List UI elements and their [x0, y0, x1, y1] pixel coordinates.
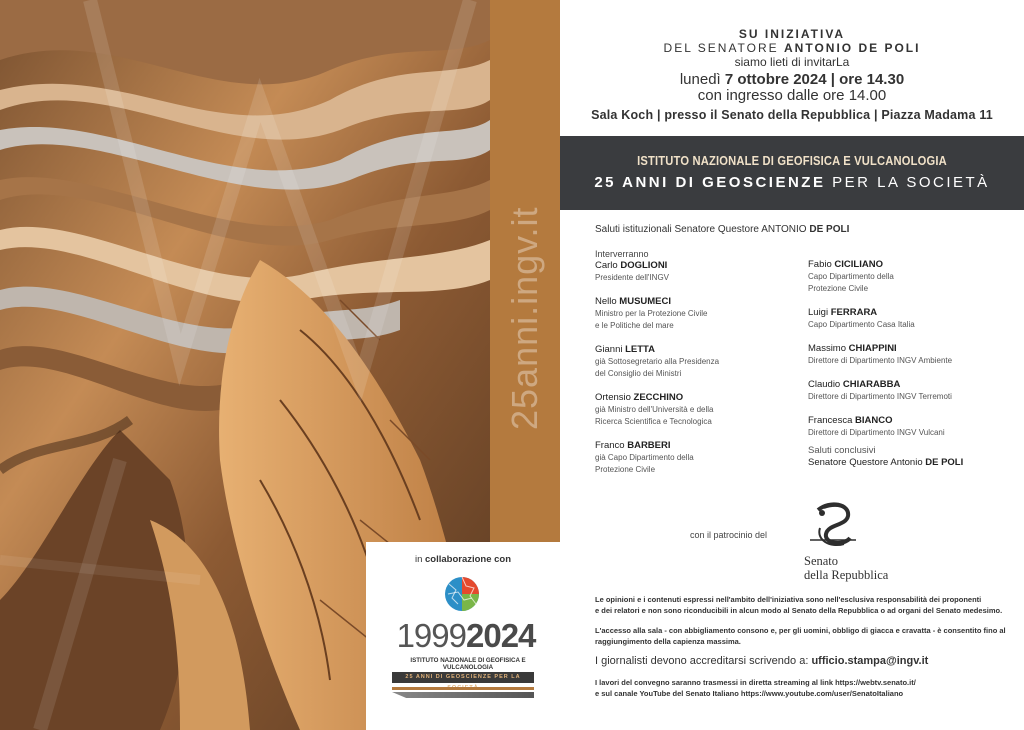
speaker-entry — [595, 440, 795, 476]
vertical-website-text: 25anni.ingv.it — [504, 206, 545, 430]
speaker-last: CHIARABBA — [842, 379, 901, 390]
dress-code-text — [595, 625, 1024, 647]
institutional-greetings — [595, 224, 849, 235]
speaker-role-2: Ricerca Scientifica e Tecnologica — [595, 417, 712, 426]
closing-surname: DE POLI — [925, 457, 964, 468]
invitation-header — [560, 27, 1024, 124]
speaker-last: MUSUMECI — [619, 296, 672, 307]
saluti-name: Senatore Questore ANTONIO — [674, 224, 810, 235]
speaker-first: Carlo — [595, 260, 621, 271]
banner-subtitle — [560, 174, 1024, 191]
date-prefix: lunedì — [679, 71, 725, 88]
closing-name: Senatore Questore Antonio — [808, 457, 926, 468]
speaker-role-2: del Consiglio dei Ministri — [595, 369, 682, 378]
invite-line: siamo lieti di invitarLa — [734, 55, 850, 69]
speaker-entry — [808, 307, 1018, 331]
date-bold: 7 ottobre 2024 | ore 14.30 — [724, 71, 905, 88]
speaker-last: ZECCHINO — [633, 392, 684, 403]
saluti-surname: DE POLI — [809, 224, 850, 235]
speaker-first: Massimo — [808, 343, 849, 354]
event-date — [560, 72, 1024, 88]
entry-time: con ingresso dalle ore 14.00 — [697, 87, 887, 104]
senato-wordmark — [804, 554, 888, 582]
subtitle-rest: PER LA SOCIETÀ — [825, 174, 990, 191]
speaker-first: Franco — [595, 440, 628, 451]
speaker-role: Presidente dell'INGV — [595, 273, 670, 282]
speaker-role: Direttore di Dipartimento INGV Vulcani — [808, 428, 945, 437]
banner-institute: ISTITUTO NAZIONALE DI GEOFISICA E VULCANOLOGIA — [637, 153, 947, 168]
speaker-last: BARBERI — [627, 440, 671, 451]
disclaimer-line1: Le opinioni e i contenuti espressi nell'ambito dell'iniziativa sono nell'esclusiva responsabilità dei proponenti — [595, 595, 982, 604]
disclaimer-line2: e dei relatori e non sono riconducibili in alcun modo al Senato della Repubblica o ad organi del Senato medesimo. — [595, 606, 1003, 615]
streaming-text — [595, 677, 1024, 699]
press-email-link[interactable]: ufficio.stampa@ingv.it — [811, 655, 929, 667]
speaker-entry — [808, 343, 1018, 367]
saluti-prefix: Saluti istituzionali — [595, 224, 675, 235]
speakers-intro: Interverranno — [595, 249, 649, 259]
subtitle-bold: 25 ANNI DI GEOSCIENZE — [594, 174, 826, 191]
speaker-entry — [595, 260, 795, 284]
speaker-first: Ortensio — [595, 392, 634, 403]
years-end: 2024 — [466, 617, 536, 654]
speaker-last: LETTA — [625, 344, 656, 355]
press-accreditation — [595, 655, 928, 667]
speaker-entry — [595, 296, 795, 332]
tagline-underline — [392, 687, 534, 690]
press-prefix: I giornalisti devono accreditarsi scrivendo a: — [595, 655, 812, 667]
speaker-role: Direttore di Dipartimento INGV Ambiente — [808, 356, 953, 365]
tagline-bar: 25 ANNI DI GEOSCIENZE PER LA — [392, 672, 534, 683]
speaker-role: Capo Dipartimento della — [808, 272, 894, 281]
senato-line2: della Repubblica — [804, 568, 889, 582]
speaker-role-2: Protezione Civile — [808, 284, 869, 293]
patronage-label: con il patrocinio del — [690, 530, 768, 540]
streaming-line1[interactable]: I lavori del convegno saranno trasmessi in diretta streaming al link https://webtv.senato.it/ — [595, 678, 916, 687]
speaker-first: Claudio — [808, 379, 843, 390]
collaboration-label — [366, 554, 560, 565]
speaker-role: Direttore di Dipartimento INGV Terremoti — [808, 392, 952, 401]
speaker-first: Francesca — [808, 415, 855, 426]
speaker-role: Ministro per la Protezione Civile — [595, 309, 708, 318]
senator-name: ANTONIO DE POLI — [784, 41, 921, 55]
institute-name-small: ISTITUTO NAZIONALE DI GEOFISICA E VULCANOLOGIA — [410, 657, 526, 671]
speaker-last: CHIAPPINI — [848, 343, 897, 354]
speaker-last: FERRARA — [830, 307, 878, 318]
collaboration-box — [366, 542, 560, 730]
speaker-entry — [808, 379, 1018, 403]
speaker-last: BIANCO — [855, 415, 893, 426]
invitation-panel — [560, 0, 1024, 730]
event-location: Sala Koch | presso il Senato della Repubblica | Piazza Madama 11 — [591, 108, 993, 122]
speaker-role: già Sottosegretario alla Presidenza — [595, 357, 720, 366]
speaker-entry — [595, 392, 795, 428]
speakers-left-column — [595, 248, 795, 488]
speaker-role-2: Protezione Civile — [595, 465, 656, 474]
speaker-entry — [595, 344, 795, 380]
speaker-entry — [808, 415, 1018, 439]
closing-greetings — [808, 445, 1018, 469]
speaker-first: Gianni — [595, 344, 626, 355]
speaker-last: DOGLIONI — [620, 260, 668, 271]
dress-code-line1: L'accesso alla sala - con abbigliamento consono e, per gli uomini, obbligo di giacca e cravatta - è consentito fino al — [595, 626, 1006, 635]
collab-prefix: in — [414, 554, 425, 565]
speaker-role-2: e le Politiche del mare — [595, 321, 674, 330]
initiative-line: SU INIZIATIVA — [738, 27, 846, 41]
ingv-globe-icon — [444, 576, 480, 612]
senator-line — [560, 41, 1024, 55]
disclaimer-text — [595, 594, 1024, 616]
years-start: 1999 — [396, 617, 466, 654]
speaker-last: CICILIANO — [834, 259, 883, 270]
title-banner — [560, 136, 1024, 210]
tagline-shadow — [392, 692, 534, 698]
dress-code-line2: raggiungimento della capienza massima. — [595, 637, 741, 646]
speakers-right-column — [808, 259, 1018, 481]
speaker-first: Luigi — [808, 307, 831, 318]
streaming-line2[interactable]: e sul canale YouTube del Senato Italiano https://www.youtube.com/user/SenatoItaliano — [595, 689, 904, 698]
collab-main: collaborazione con — [425, 554, 512, 565]
speaker-first: Nello — [595, 296, 620, 307]
senato-line1: Senato — [804, 554, 839, 568]
closing-label: Saluti conclusivi — [808, 445, 876, 456]
speaker-role: già Ministro dell'Università e della — [595, 405, 714, 414]
speaker-entry — [808, 259, 1018, 295]
senator-prefix: DEL SENATORE — [663, 41, 785, 55]
speaker-role: Capo Dipartimento Casa Italia — [808, 320, 915, 329]
speaker-first: Fabio — [808, 259, 835, 270]
anniversary-years — [386, 618, 546, 654]
speaker-role: già Capo Dipartimento della — [595, 453, 694, 462]
